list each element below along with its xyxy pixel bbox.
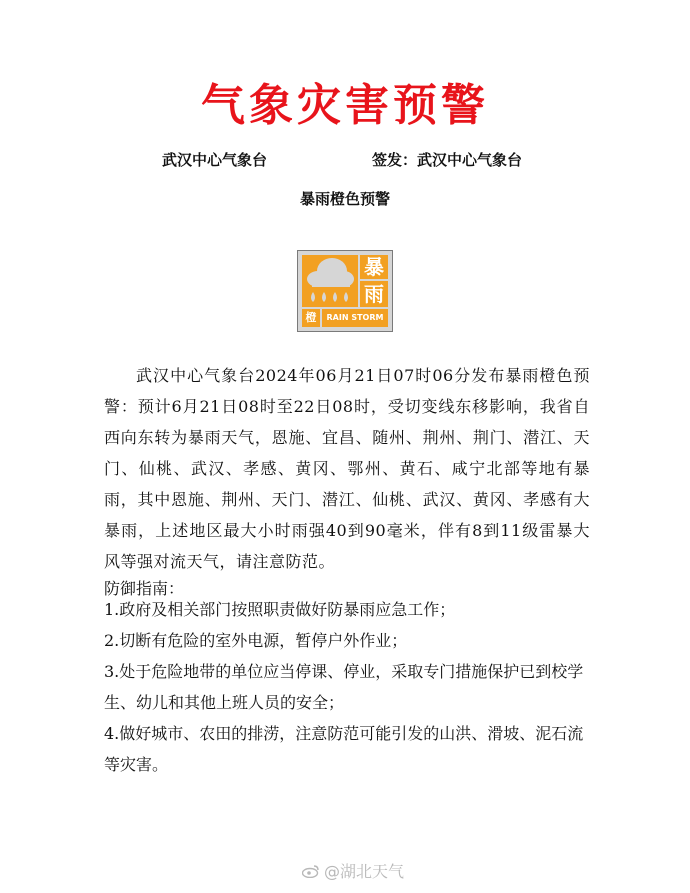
rain-cloud-icon (302, 255, 358, 307)
badge-level: 橙 (302, 309, 320, 327)
badge-char-storm: 暴 (360, 255, 388, 279)
badge-char-rain: 雨 (360, 281, 388, 307)
document-title: 气象灾害预警 (201, 80, 489, 131)
watermark-text: @湖北天气 (324, 862, 405, 881)
guideline-item: 4.做好城市、农田的排涝，注意防范可能引发的山洪、滑坡、泥石流等灾害。 (104, 724, 584, 774)
issuer: 武汉中心气象台 (162, 151, 268, 169)
weibo-watermark (302, 862, 404, 883)
signatory: 签发：武汉中心气象台 (372, 151, 523, 169)
alert-name: 暴雨橙色预警 (299, 190, 390, 208)
badge-english-label: RAIN STORM (322, 309, 388, 327)
guideline-item: 2.切断有危险的室外电源，暂停户外作业； (104, 631, 408, 650)
rainstorm-orange-warning-badge (297, 250, 393, 332)
guidelines-list (104, 594, 590, 780)
guideline-item: 3.处于危险地带的单位应当停课、停业，采取专门措施保护已到校学生、幼儿和其他上班人员的安全； (104, 662, 584, 712)
guidelines-heading: 防御指南： (104, 579, 185, 598)
guideline-item: 1.政府及相关部门按照职责做好防暴雨应急工作； (104, 600, 456, 619)
weibo-icon (302, 863, 320, 883)
alert-body-text: 武汉中心气象台2024年06月21日07时06分发布暴雨橙色预警：预计6月21日08时至22日08时，受切变线东移影响，我省自西向东转为暴雨天气，恩施、宜昌、随州、荆州、荆门、潜江、天门、仙桃、武汉、孝感、黄冈、鄂州、黄石、咸宁北部等地有暴雨，其中恩施、荆州、天门、潜江、仙桃、武汉、黄冈、孝感有大暴雨，上述地区最大小时雨强40到90毫米，伴有8到11级雷暴大风等强对流天气，请注意防范。 (104, 366, 590, 571)
